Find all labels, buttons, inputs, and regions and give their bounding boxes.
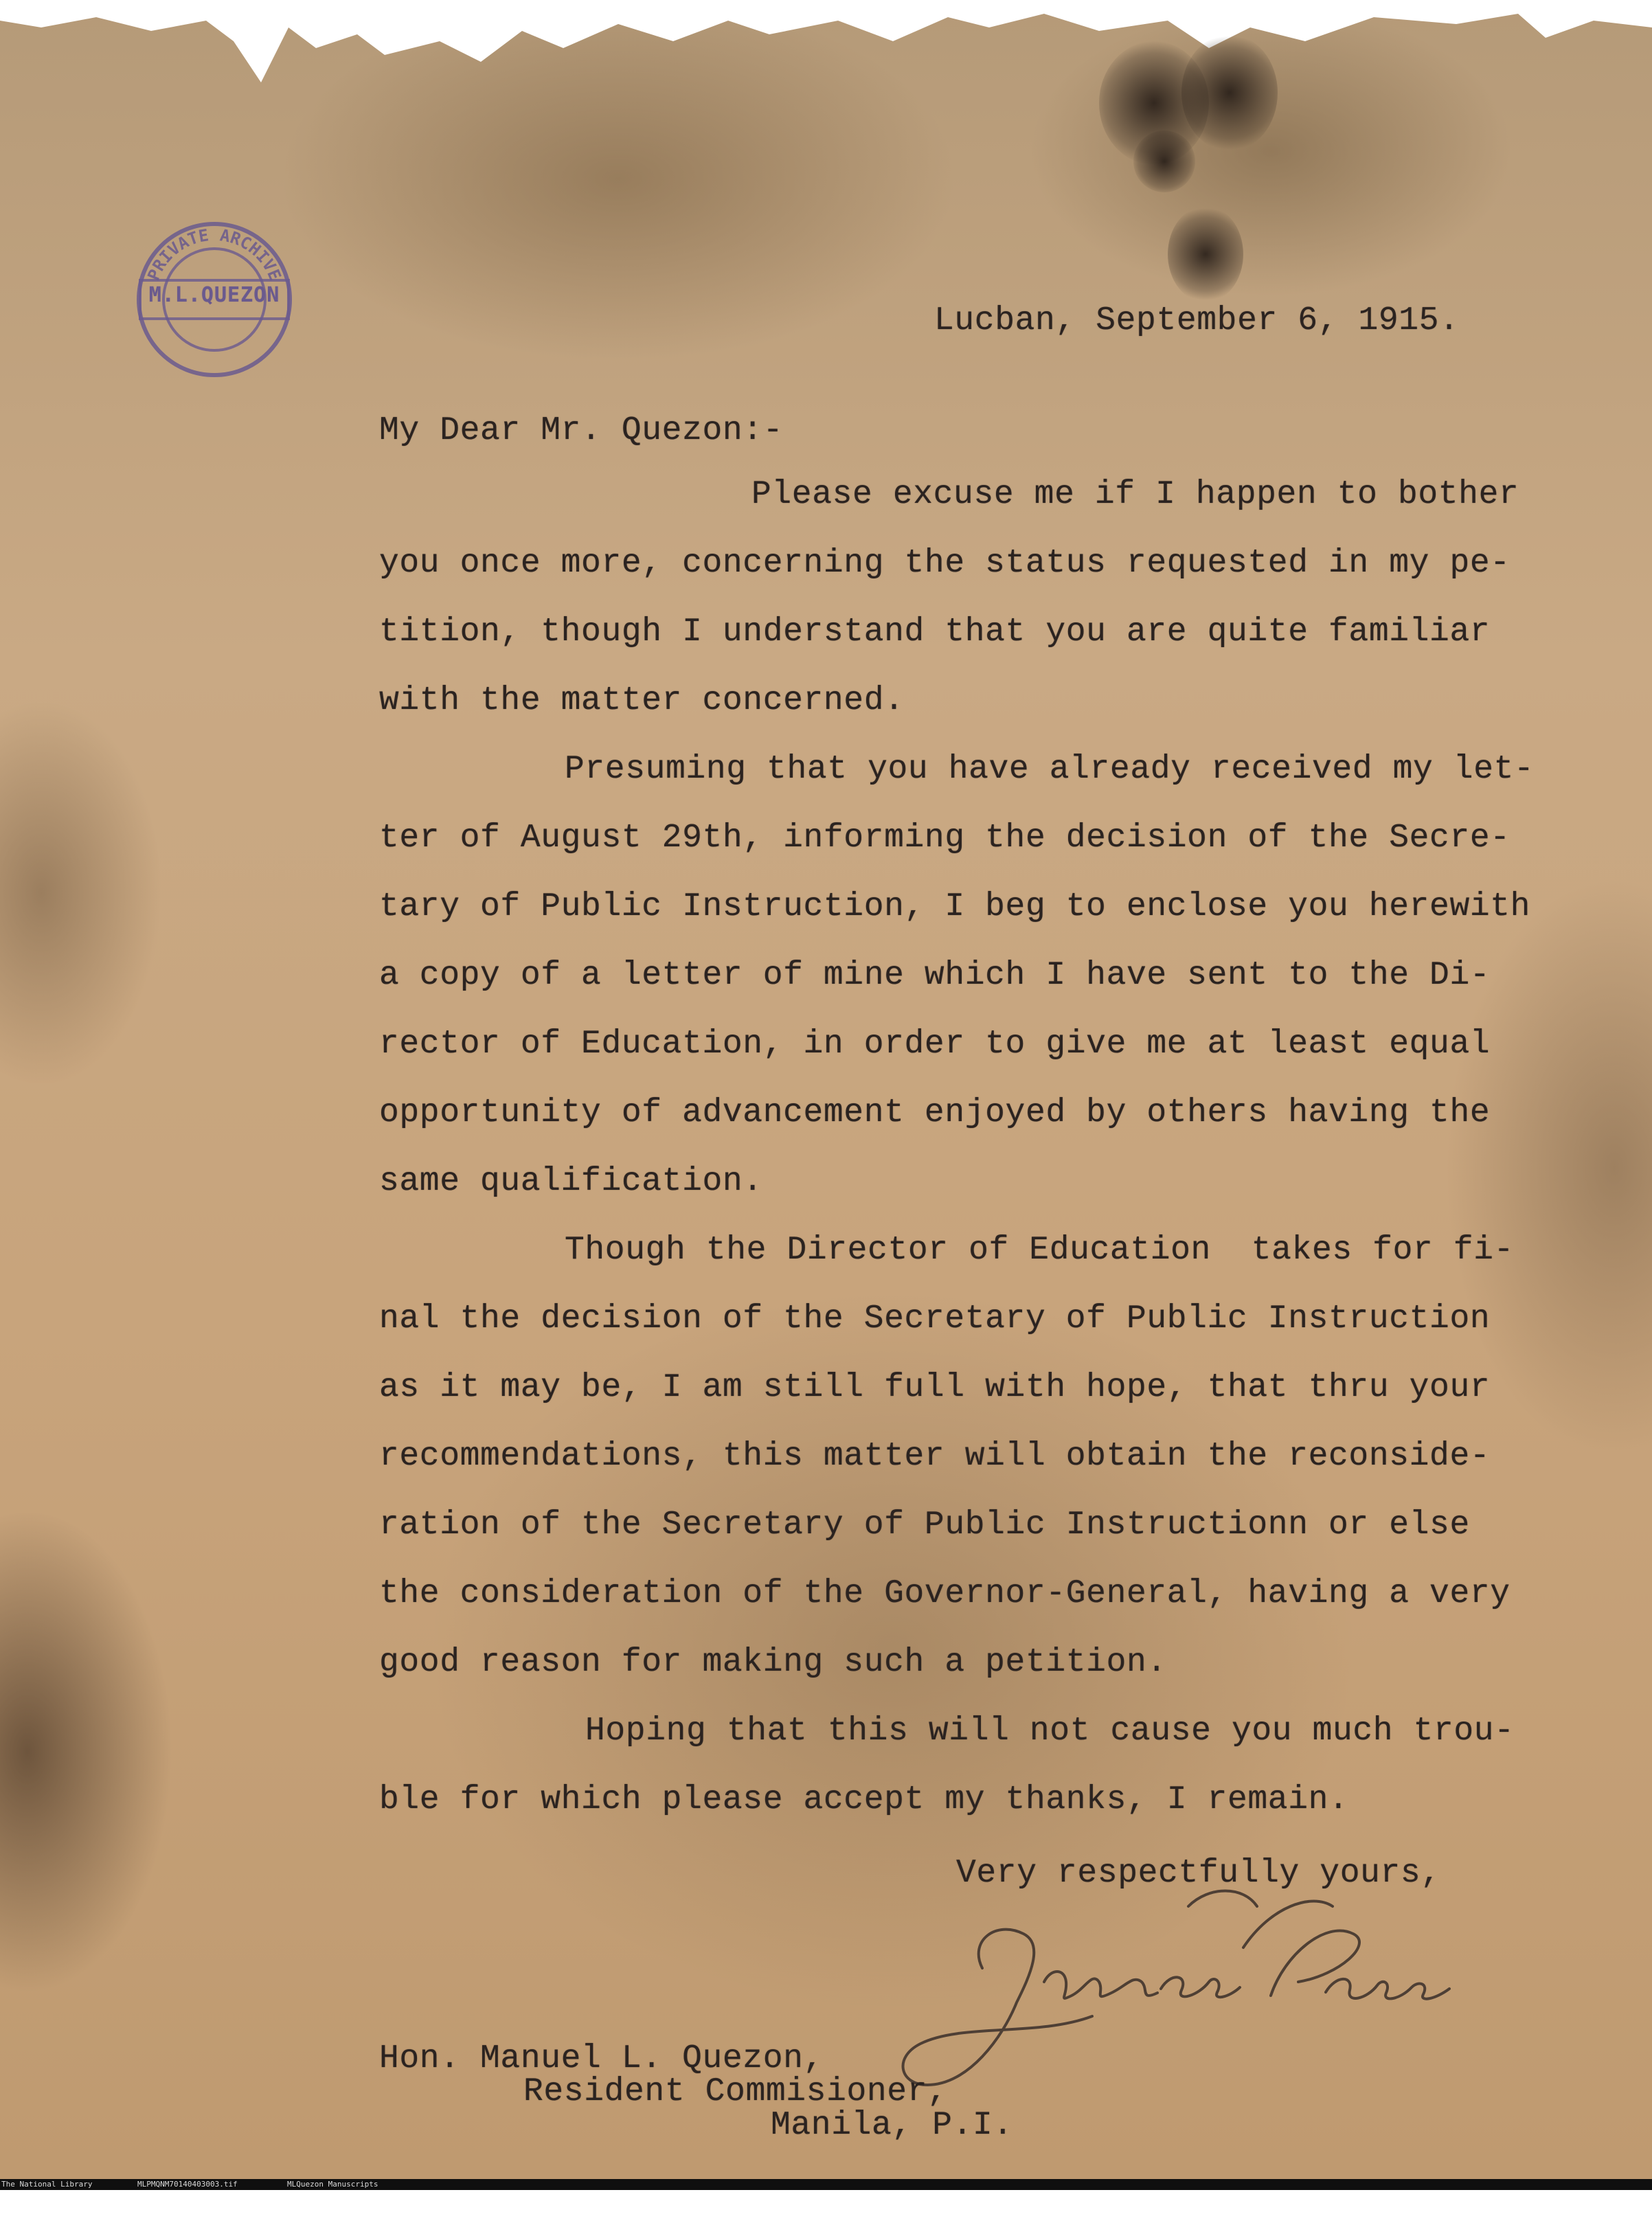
body-line: recommendations, this matter will obtain the reconside- — [379, 1438, 1491, 1475]
address-line: Hon. Manuel L. Quezon, — [379, 2040, 824, 2077]
body-line: good reason for making such a petition. — [379, 1644, 1167, 1681]
body-line: ration of the Secretary of Public Instructionn or else — [379, 1507, 1470, 1544]
body-line: nal the decision of the Secretary of Public Instruction — [379, 1300, 1491, 1338]
ink-blot — [1133, 131, 1195, 192]
body-line: Please excuse me if I happen to bother — [751, 476, 1519, 513]
archive-stamp — [135, 220, 294, 379]
body-line: Presuming that you have already received my let- — [565, 751, 1535, 788]
signature — [886, 1879, 1518, 2106]
body-line: a copy of a letter of mine which I have sent to the Di- — [379, 957, 1491, 994]
ink-blot — [1168, 206, 1243, 302]
closing: Very respectfully yours, — [956, 1855, 1441, 1892]
stamp-ring-text: PRIVATE ARCHIVE — [144, 225, 285, 284]
body-line: rector of Education, in order to give me at least equal — [379, 1026, 1491, 1063]
body-line: you once more, concerning the status requested in my pe- — [379, 545, 1510, 582]
footer-collection: MLQuezon Manuscripts — [287, 2180, 378, 2189]
stamp-center-text: M.L.QUEZON — [148, 283, 280, 307]
body-line: as it may be, I am still full with hope, that thru your — [379, 1369, 1491, 1406]
torn-top-edge — [0, 0, 1652, 110]
body-line: same qualification. — [379, 1163, 763, 1200]
body-line: Though the Director of Education takes for fi- — [565, 1232, 1515, 1269]
body-line: tition, though I understand that you are quite familiar — [379, 613, 1491, 651]
place-date: Lucban, September 6, 1915. — [934, 302, 1460, 339]
ink-blot — [1181, 34, 1278, 151]
salutation: My Dear Mr. Quezon:- — [379, 412, 784, 449]
footer-filename: MLPMQNM70140403003.tif — [137, 2180, 238, 2189]
archive-footer — [0, 2179, 1652, 2190]
body-line: ter of August 29th, informing the decision of the Secre- — [379, 820, 1510, 857]
body-line: ble for which please accept my thanks, I remain. — [379, 1781, 1349, 1818]
body-line: with the matter concerned. — [379, 682, 905, 719]
body-line: the consideration of the Governor-General, having a very — [379, 1575, 1510, 1612]
body-line: opportunity of advancement enjoyed by others having the — [379, 1094, 1491, 1131]
address-line: Manila, P.I. — [771, 2107, 1013, 2144]
address-line: Resident Commisioner, — [523, 2073, 948, 2110]
footer-library: The National Library — [1, 2180, 93, 2189]
body-line: Hoping that this will not cause you much trou- — [585, 1713, 1515, 1750]
body-line: tary of Public Instruction, I beg to enclose you herewith — [379, 888, 1531, 925]
